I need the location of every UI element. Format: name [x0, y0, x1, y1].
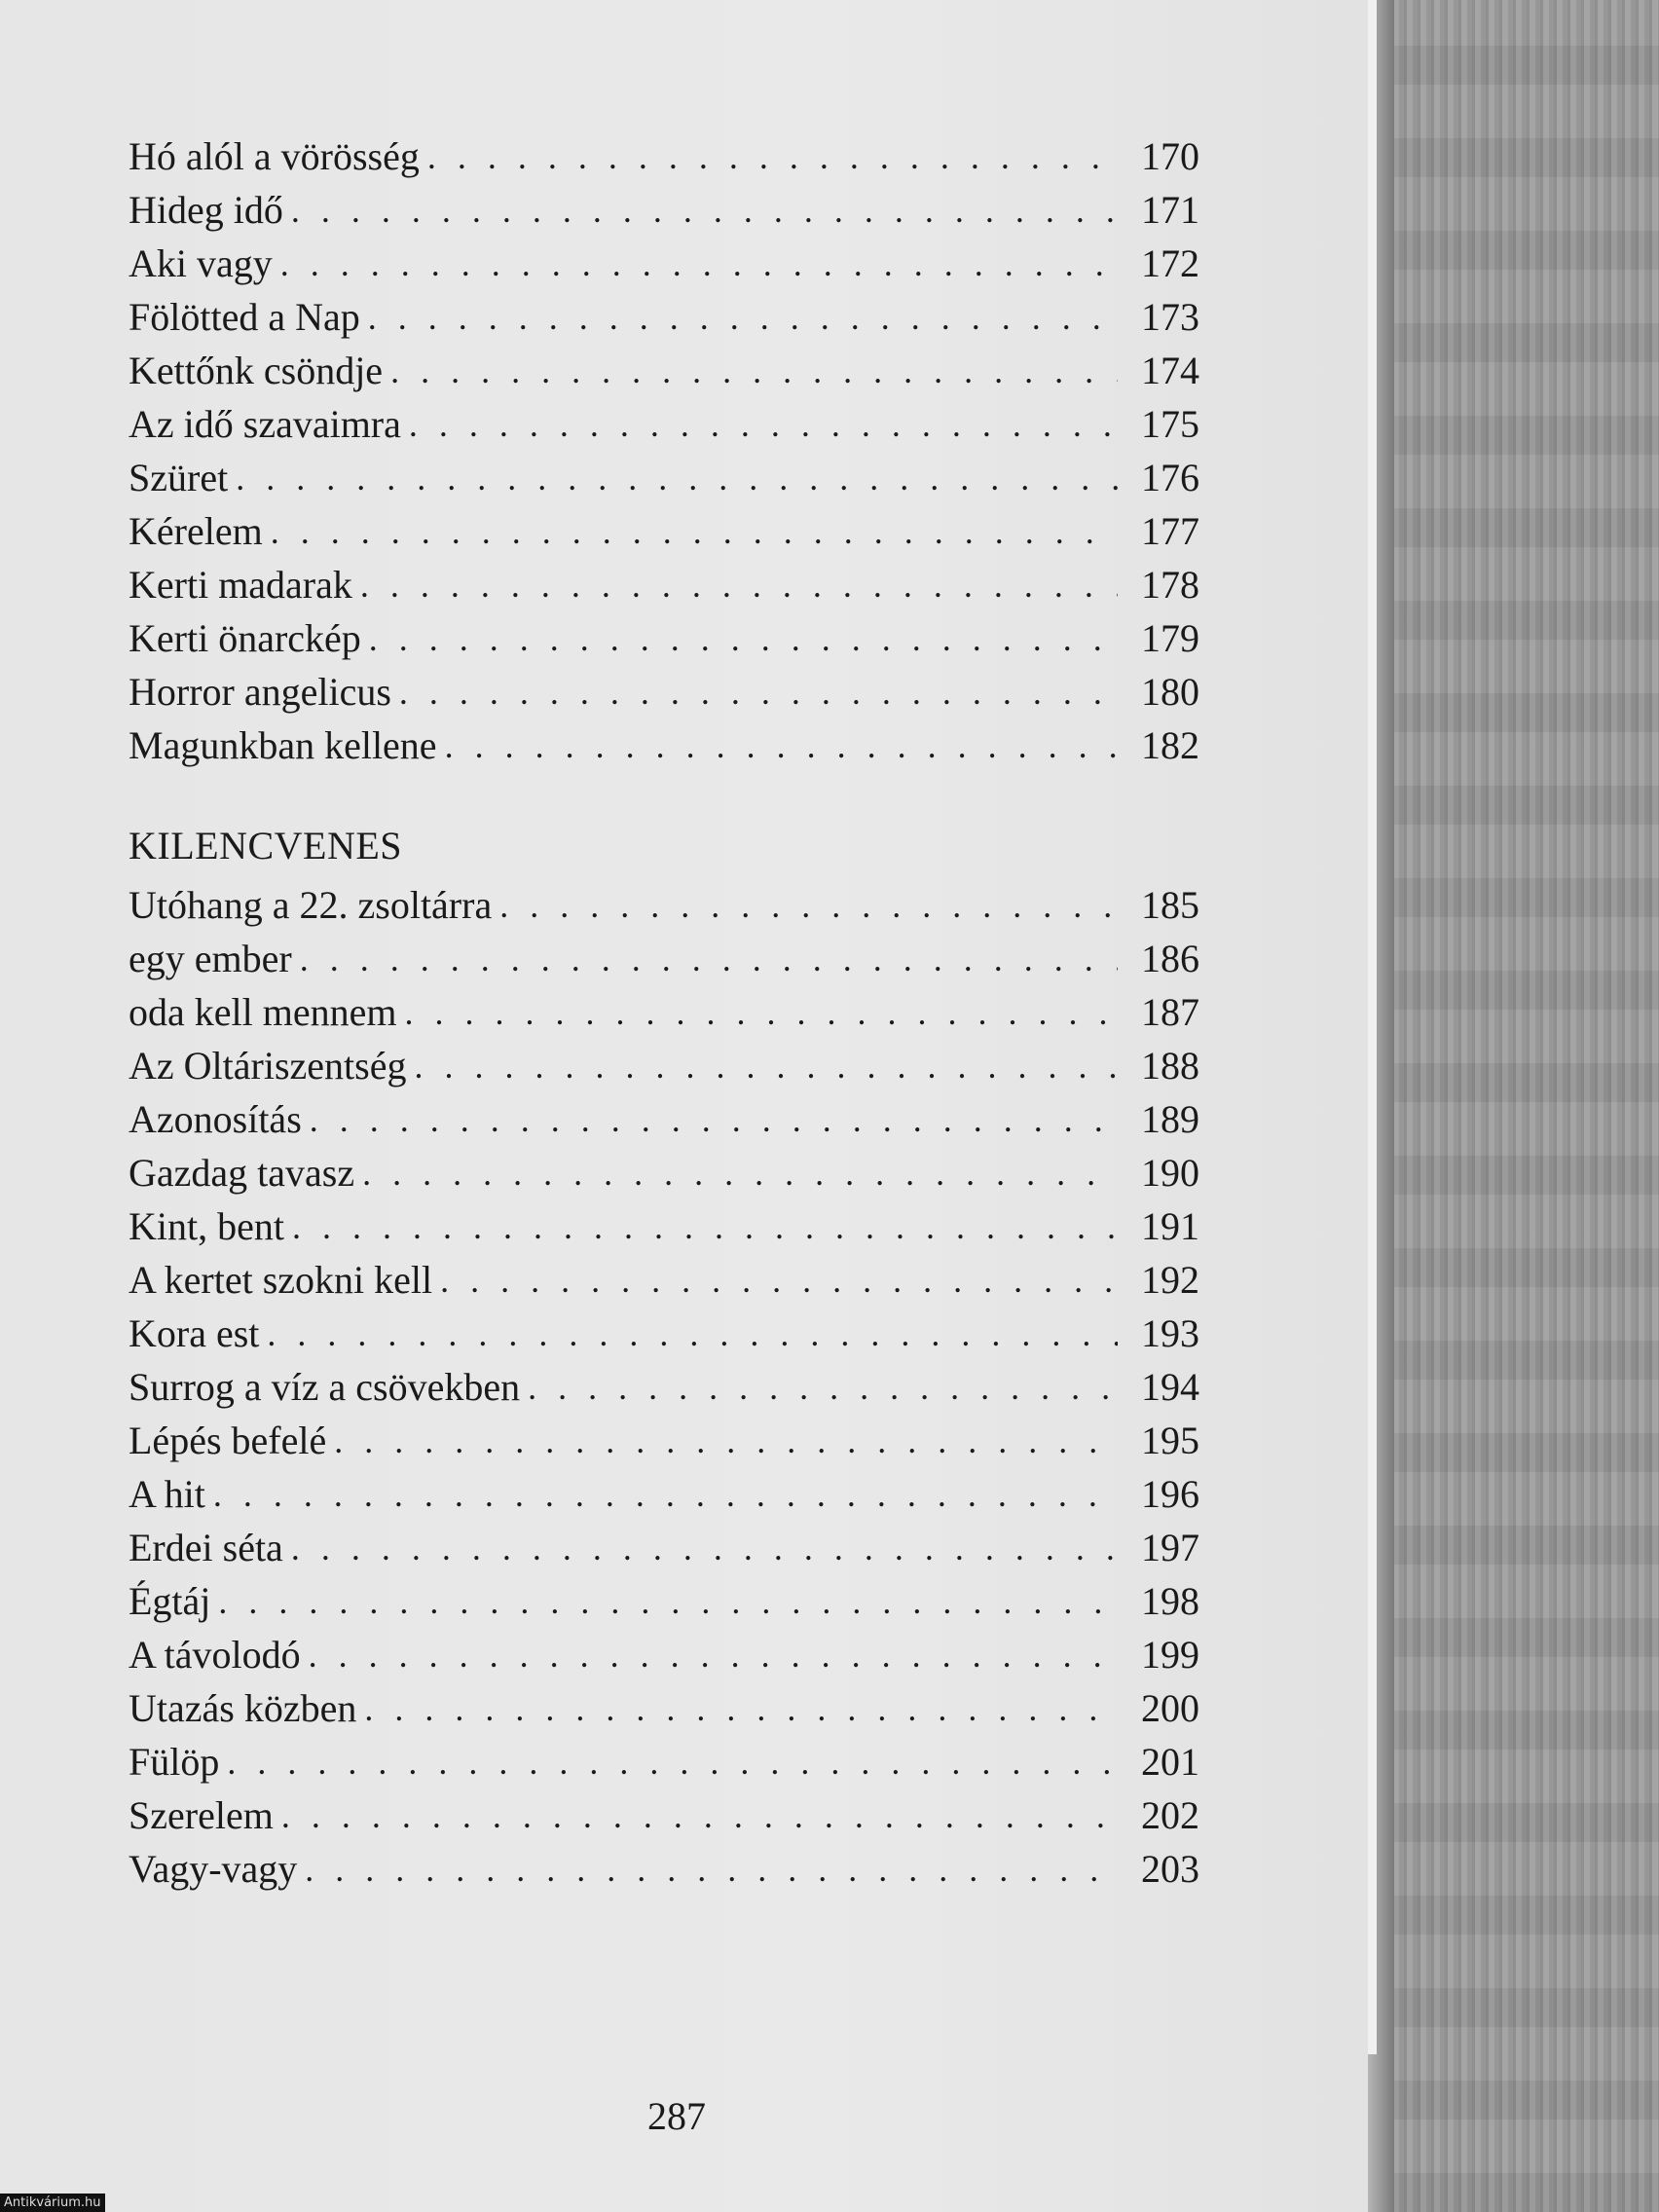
- toc-entry: Az Oltáriszentség . . . 188: [129, 1042, 1199, 1090]
- toc-entry: Gazdag tavasz . . . 190: [129, 1149, 1199, 1198]
- dot-leader: [445, 721, 1118, 770]
- dot-leader: [414, 1042, 1118, 1090]
- dot-leader: [409, 400, 1118, 449]
- watermark: Antikvárium.hu: [0, 2194, 105, 2212]
- toc-entry: A kertet szokni kell . . . 192: [129, 1256, 1199, 1305]
- dot-leader: [218, 1577, 1118, 1626]
- toc-entry: Erdei séta . . . 197: [129, 1524, 1199, 1572]
- toc-entry: Kerti madarak . . . 178: [129, 561, 1199, 609]
- toc-entry: Szerelem . . . 202: [129, 1791, 1199, 1840]
- toc-entry: Kint, bent . . . 191: [129, 1202, 1199, 1251]
- dot-leader: [236, 454, 1118, 502]
- toc-entry: Surrog a víz a csövekben . . . 194: [129, 1363, 1199, 1412]
- toc-entry: Lépés befelé . . . 195: [129, 1417, 1199, 1465]
- table-surface: [1363, 0, 1659, 2212]
- dot-leader: [227, 1738, 1118, 1787]
- toc-entry: egy ember . . . 186: [129, 935, 1199, 983]
- toc-entry: Hó alól a vörösség . . . 170: [129, 132, 1199, 181]
- dot-leader: [310, 1095, 1118, 1144]
- toc-entry: Hideg idő . . . 171: [129, 186, 1199, 235]
- toc-entry: Fölötted a Nap . . . 173: [129, 293, 1199, 342]
- dot-leader: [390, 347, 1118, 395]
- dot-leader: [213, 1470, 1118, 1519]
- toc-entry: Magunkban kellene . . . 182: [129, 721, 1199, 770]
- dot-leader: [499, 881, 1118, 930]
- dot-leader: [267, 1309, 1118, 1358]
- toc-entry: Kerti önarckép . . . 179: [129, 614, 1199, 663]
- toc-entry: Fülöp . . . 201: [129, 1738, 1199, 1787]
- toc-entry: A hit . . . 196: [129, 1470, 1199, 1519]
- toc-entry: Utazás közben . . . 200: [129, 1684, 1199, 1733]
- toc-entry: Kora est . . . 193: [129, 1309, 1199, 1358]
- dot-leader: [404, 988, 1118, 1037]
- dot-leader: [360, 561, 1118, 609]
- page-edge: [1367, 0, 1377, 2054]
- dot-leader: [427, 132, 1118, 181]
- toc-entry: Azonosítás . . . 189: [129, 1095, 1199, 1144]
- section-heading: KILENCVENES: [129, 824, 403, 867]
- page-number: 287: [647, 2094, 706, 2138]
- dot-leader: [334, 1417, 1118, 1465]
- toc-entry: Kettőnk csöndje . . . 174: [129, 347, 1199, 395]
- toc-entry: Horror angelicus . . . 180: [129, 668, 1199, 717]
- dot-leader: [280, 240, 1118, 288]
- dot-leader: [368, 293, 1118, 342]
- dot-leader: [291, 186, 1118, 235]
- dot-leader: [528, 1363, 1118, 1412]
- toc-entry: Kérelem . . . 177: [129, 507, 1199, 556]
- dot-leader: [369, 614, 1118, 663]
- dot-leader: [300, 935, 1118, 983]
- dot-leader: [271, 507, 1118, 556]
- dot-leader: [281, 1791, 1118, 1840]
- dot-leader: [440, 1256, 1118, 1305]
- dot-leader: [291, 1524, 1118, 1572]
- dot-leader: [364, 1684, 1118, 1733]
- toc-entry: Vagy-vagy . . . 203: [129, 1845, 1199, 1894]
- dot-leader: [362, 1149, 1118, 1198]
- dot-leader: [399, 668, 1118, 717]
- toc-entry: Aki vagy . . . 172: [129, 240, 1199, 288]
- dot-leader: [305, 1845, 1118, 1894]
- toc-entry: Égtáj . . . 198: [129, 1577, 1199, 1626]
- toc-entry: Az idő szavaimra . . . 175: [129, 400, 1199, 449]
- toc-entry: Utóhang a 22. zsoltárra . . . 185: [129, 881, 1199, 930]
- toc-entry: A távolodó . . . 199: [129, 1631, 1199, 1679]
- toc-entry: Szüret . . . 176: [129, 454, 1199, 502]
- dot-leader: [309, 1631, 1118, 1679]
- dot-leader: [292, 1202, 1118, 1251]
- toc-entry: oda kell mennem . . . 187: [129, 988, 1199, 1037]
